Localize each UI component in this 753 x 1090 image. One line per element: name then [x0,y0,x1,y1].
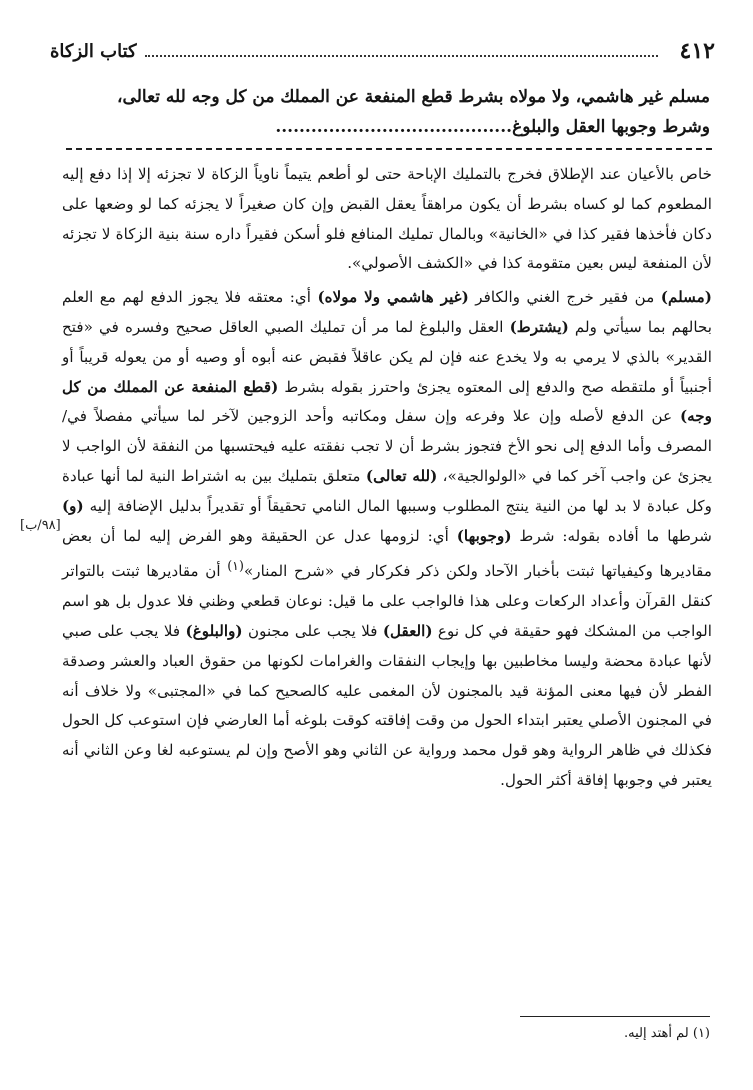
matn-text [60,82,710,142]
commentary-span: شرطها ما أفاده بقوله: شرط [511,526,713,545]
header-dotted-leader [145,54,658,57]
commentary-span: عن الدفع لأصله وإن علا وفرعه وإن سفل ومكاتبه وأحد الزوجين لآخر لما سيأتي مفصلاً في/ المصرف وأما الدفع إلى نحو الأخ فتجوز بشرط أن لا تجب نفقته عليه فيحتسبها من النفقة لأن الواجب لا يجزئ عن واجب آخر كما في «الولوالجية»، [62,407,712,485]
commentary-span: العقل والبلوغ لما مر أن تمليك الصبي العاقل صحيح وفسره في «فتح القدير» بالذي لا يرمي به ولا يخدع عنه فإن لم يكن عاقلاً فقبض عنه أبوه أو وصيه أو من يعوله قريباً أو أجنبياً أو ملتقطه صح والدفع إلى المعتوه يجزئ واحترز بقوله بشرط [62,317,712,396]
matn-quote: (قطع المنفعة عن المملك من كل وجه) [62,377,712,426]
matn-line-1: مسلم غير هاشمي، ولا مولاه بشرط قطع المنفعة عن المملك من كل وجه لله تعالى، [117,87,710,107]
page-number: ٤١٢ [679,38,715,64]
margin-folio-note: [٩٨/ب] [20,518,61,533]
matn-quote: (مسلم) [660,288,712,307]
commentary-span: من فقير خرج الغني والكافر [468,288,661,307]
commentary-span: أي: لزومها عدل عن الحقيقة وهو الفرض إليه لما أن بعض مقاديرها وكيفياتها ثبتت بأخبار الآحاد ولكن ذكر فكركار في «شرح المنار» [62,526,712,581]
commentary-text [62,160,712,796]
matn-separator [66,148,712,150]
commentary-span: متعلق بتمليك بين به اشتراط النية لما أنها عبادة وكل عبادة لا بد لها من النية ينتج المطلوب وسببها المال النامي تحقيقاً أو تقديراً بدليل الإضافة إليه [62,466,712,515]
commentary-paragraph-2 [62,283,712,796]
matn-quote: (العقل) [382,622,433,641]
commentary-span: أي: معتقه فلا يجوز الدفع لهم مع العلم بحالهم بما سيأتي ولم [62,288,713,336]
footnote-separator [520,1016,710,1017]
matn-trailing-dots: ........................................ [275,117,513,137]
commentary-paragraph-1: خاص بالأعيان عند الإطلاق فخرج بالتمليك الإباحة حتى لو أطعم يتيماً ناوياً الزكاة لا تجزئه إلا إذا دفع إليه المطعوم كما لو كساه بشرط أن يكون مراهقاً يعقل القبض وإن كان صغيراً لا يجزئه كما لو وضعها على دكان فأخذها فقير كذا في «الخانية» وبالمال تمليك المنافع فلو أسكن فقيراً داره سنة بنية الزكاة لا تجزئه لأن المنفعة ليس بعين متقومة كذا في «الكشف الأصولي». [62,165,712,273]
footnote [380,1026,710,1041]
matn-quote: (وجوبها) [456,526,512,545]
book-title: كتاب الزكاة [50,40,137,62]
matn-quote: (والبلوغ) [185,622,243,641]
matn-quote: (غير هاشمي ولا مولاه) [317,288,469,307]
footnote-marker: (١) [692,1026,710,1041]
commentary-span: فلا يجب على صبي لأنها عبادة محضة وليسا مخاطبين بها وإيجاب النفقات والغرامات لكونها من حقوق العباد والعشر وصدقة الفطر لأن فيها معنى المؤنة قيد بالمجنون لأن المغمى عليه كالصحيح كما في «المجتبى» ولا خلاف أنه في المجنون الأصلي يعتبر ابتداء الحول من وقت إفاقته كوقت بلوغه أما العارضي فإن استوعب كل الحول فكذلك في ظاهر الرواية وهو قول محمد ورواية عن الثاني وهو الأصح وإن لم يستوعبه لغا وعن الثاني أنه يعتبر في وجوبها إفاقة أكثر الحول. [62,622,712,789]
matn-quote: (يشترط) [509,317,569,336]
matn-quote: (لله تعالى) [365,466,438,485]
commentary-span: فلا يجب على مجنون [242,622,383,641]
footnote-reference[interactable]: (١) [227,558,244,574]
matn-quote: (و) [62,496,84,515]
footnote-text: لم أهتد إليه. [624,1026,689,1041]
matn-line-2 [60,112,710,142]
page-header [50,36,715,66]
matn-line-2-text: وشرط وجوبها العقل والبلوغ [512,117,710,137]
commentary-span: أن مقاديرها ثبتت بالتواتر كنقل القرآن وأعداد الركعات وعلى هذا فالواجب على ما قيل: نوعان قطعي وظني فلا عدول بل هو اسم الواجب من المشكك فهو حقيقة في كل نوع [62,562,712,641]
